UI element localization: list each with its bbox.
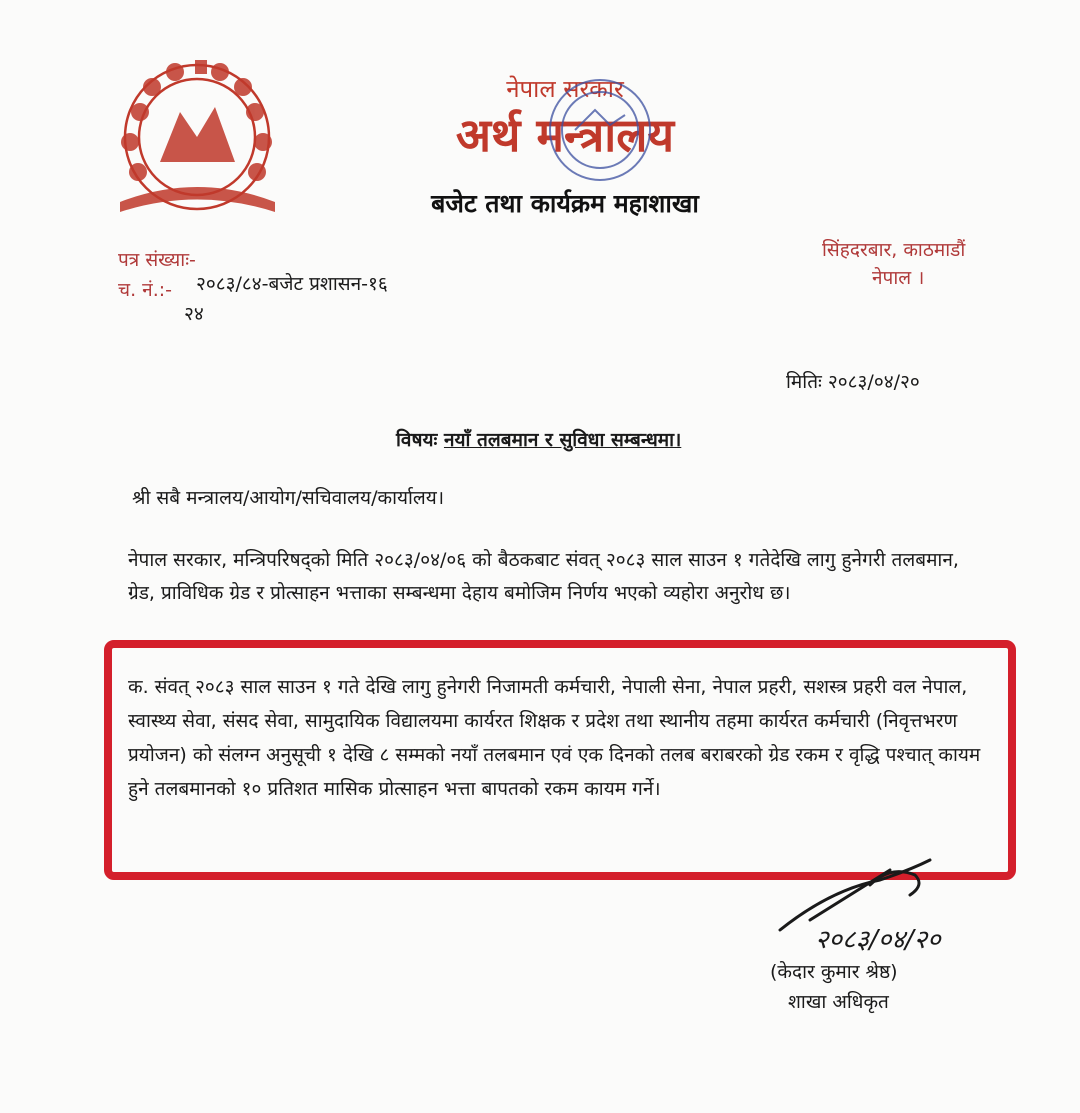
signatory-title: शाखा अधिकृत (788, 991, 889, 1013)
letter-number-label: पत्र संख्याः- (118, 249, 196, 271)
recipient: श्री सबै मन्त्रालय/आयोग/सचिवालय/कार्यालय। (132, 487, 445, 509)
letter-number-value: २०८३/८४-बजेट प्रशासन-१६ (196, 273, 388, 295)
office-address-line1: सिंहदरबार, काठमाडौं (822, 239, 966, 261)
letter-date: मितिः २०८३/०४/२० (786, 371, 920, 393)
subject-text: नयाँ तलबमान र सुविधा सम्बन्धमा। (443, 429, 682, 451)
signatory-name: (केदार कुमार श्रेष्ठ) (770, 961, 898, 983)
body-paragraph: नेपाल सरकार, मन्त्रिपरिषद्को मिति २०८३/०४/०६ को बैठकबाट संवत् २०८३ साल साउन १ गतेदेखि लागु हुनेगरी तलबमान, ग्रेड, प्राविधिक ग्रेड र प्रोत्साहन भत्ताका सम्बन्धमा देहाय बमोजिम निर्णय भएको व्यहोरा अनुरोध छ। (128, 549, 959, 604)
subject-label: विषयः (396, 429, 438, 451)
division-name: बजेट तथा कार्यक्रम महाशाखा (431, 189, 699, 218)
dispatch-number-value: २४ (184, 303, 204, 325)
office-address-line2: नेपाल । (872, 267, 925, 289)
government-name: नेपाल सरकार (506, 75, 624, 103)
subject-line (396, 426, 681, 452)
office-stamp-icon (540, 70, 660, 190)
dispatch-number-label: च. नं.:- (118, 279, 172, 301)
handwritten-signature-icon (770, 850, 1000, 960)
signature-date: २०८३/०४/२० (815, 925, 941, 955)
nepal-emblem-icon (100, 52, 295, 227)
highlighted-clause: क. संवत् २०८३ साल साउन १ गते देखि लागु हुनेगरी निजामती कर्मचारी, नेपाली सेना, नेपाल प्रहरी, सशस्त्र प्रहरी वल नेपाल, स्वास्थ्य सेवा, संसद सेवा, सामुदायिक विद्यालयमा कार्यरत शिक्षक र प्रदेश तथा स्थानीय तहमा कार्यरत कर्मचारी (निवृत्तभरण प्रयोजन) को संलग्न अनुसूची १ देखि ८ सम्मको नयाँ तलबमान एवं एक दिनको तलब बराबरको ग्रेड रकम र वृद्धि पश्चात् कायम हुने तलबमानको १० प्रतिशत मासिक प्रोत्साहन भत्ता बापतको रकम कायम गर्ने। (128, 676, 981, 800)
ministry-name: अर्थ मन्त्रालय (455, 108, 675, 162)
